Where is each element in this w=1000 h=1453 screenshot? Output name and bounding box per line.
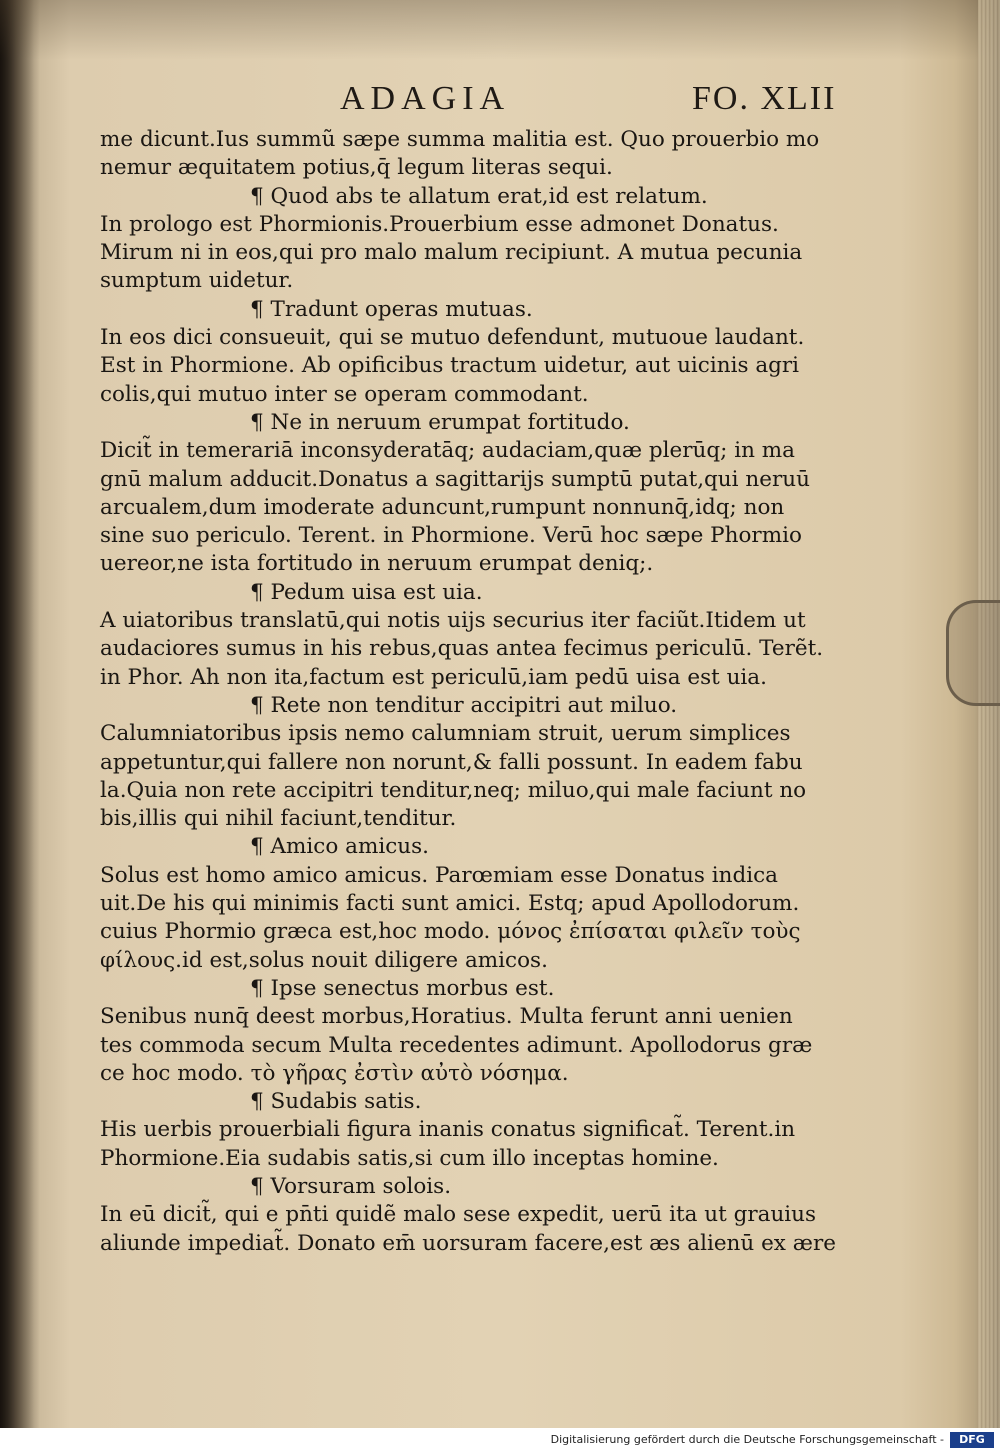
text-line: uit.De his qui minimis facti sunt amici. Estq; apud Apollodorum. [100, 891, 800, 917]
text-line: Phormione.Eia sudabis satis,si cum illo inceptas homine. [100, 1145, 719, 1171]
text-line: gnū malum adducit.Donatus a sagittarijs sumptū putat,qui neruū [100, 466, 810, 492]
text-line: sine suo periculo. Terent. in Phormione. Verū hoc sæpe Phormio [100, 523, 802, 549]
text-line: la.Quia non rete accipitri tenditur,neq; miluo,qui male faciunt no [100, 777, 807, 803]
text-line: Solus est homo amico amicus. Parœmiam esse Donatus indica [100, 862, 778, 888]
text-line: φίλους.id est,solus nouit diligere amicos. [100, 947, 548, 973]
text-line: In eos dici consueuit, qui se mutuo defendunt, mutuoue laudant. [100, 325, 805, 351]
text-line: nemur æquitatem potius,q̄ legum literas sequi. [100, 155, 613, 181]
running-head [340, 80, 840, 128]
text-line: cuius Phormio græca est,hoc modo. μόνος ἐπίσαται φιλεῖν τοὺς [100, 919, 801, 945]
text-line: A uiatoribus translatū,qui notis uijs securius iter faciũt.Itidem ut [100, 608, 806, 634]
text-line: tes commoda secum Multa recedentes adimunt. Apollodorus græ [100, 1032, 813, 1058]
text-line: Calumniatoribus ipsis nemo calumniam struit, uerum simplices [100, 721, 791, 747]
running-head-title: ADAGIA [340, 80, 511, 117]
adage-heading: ¶ Vorsuram solois. [250, 1173, 452, 1199]
adage-heading: ¶ Rete non tenditur accipitri aut miluo. [250, 692, 678, 718]
text-line: audaciores sumus in his rebus,quas antea fecimus periculū. Terẽt. [100, 636, 824, 662]
text-line: Senibus nunq̄ deest morbus,Horatius. Multa ferunt anni uenien [100, 1004, 793, 1030]
adage-heading: ¶ Pedum uisa est uia. [250, 579, 483, 605]
text-line: arcualem,dum imoderate aduncunt,rumpunt nonnunq̄,idq; non [100, 494, 785, 520]
text-line: aliunde impediat̃. Donato em̄ uorsuram facere,est æs alienū ex ære [100, 1230, 836, 1256]
folio-number: FO. XLII [692, 80, 837, 117]
dfg-logo-icon[interactable]: DFG [950, 1432, 994, 1448]
adage-heading: ¶ Ipse senectus morbus est. [250, 975, 555, 1001]
adage-heading: ¶ Sudabis satis. [250, 1089, 422, 1115]
text-line: Est in Phormione. Ab opificibus tractum uidetur, aut uicinis agri [100, 353, 800, 379]
clasp-icon [946, 600, 1000, 706]
text-line: in Phor. Ah non ita,factum est periculū,iam pedū uisa est uia. [100, 664, 767, 690]
text-line: His uerbis prouerbiali figura inanis conatus significat̃. Terent.in [100, 1117, 796, 1143]
adage-heading: ¶ Quod abs te allatum erat,id est relatum. [250, 183, 708, 209]
text-line: appetuntur,qui fallere non norunt,& falli possunt. In eadem fabu [100, 749, 803, 775]
page-gutter-shadow [0, 0, 40, 1453]
page-fore-edge [978, 0, 1000, 1453]
adage-heading: ¶ Amico amicus. [250, 834, 429, 860]
text-line: In eū dicit̃, qui e pn̄ti quidẽ malo sese expedit, uerū ita ut grauius [100, 1202, 817, 1228]
text-line: Mirum ni in eos,qui pro malo malum recipiunt. A mutua pecunia [100, 240, 803, 266]
page-top-shadow [0, 0, 1000, 60]
text-line: Dicit̃ in temerariā inconsyderatāq; audaciam,quæ plerūq; in ma [100, 438, 796, 464]
text-line: me dicunt.Ius summũ sæpe summa malitia est. Quo prouerbio mo [100, 127, 820, 152]
text-line: sumptum uidetur. [100, 268, 294, 294]
footer-credit: Digitalisierung gefördert durch die Deutsche Forschungsgemeinschaft - [550, 1433, 944, 1446]
text-line: bis,illis qui nihil faciunt,tenditur. [100, 806, 457, 832]
adage-heading: ¶ Tradunt operas mutuas. [250, 296, 533, 322]
text-line: uereor,ne ista fortitudo in neruum erumpat deniq;. [100, 551, 654, 577]
text-block [100, 126, 836, 1258]
adage-heading: ¶ Ne in neruum erumpat fortitudo. [250, 409, 630, 435]
text-line: colis,qui mutuo inter se operam commodant. [100, 381, 589, 407]
text-line: ce hoc modo. τὸ γῆρας ἐστὶν αὐτὸ νόσημα. [100, 1060, 569, 1086]
footer-bar [0, 1428, 1000, 1453]
text-line: In prologo est Phormionis.Prouerbium esse admonet Donatus. [100, 211, 779, 237]
